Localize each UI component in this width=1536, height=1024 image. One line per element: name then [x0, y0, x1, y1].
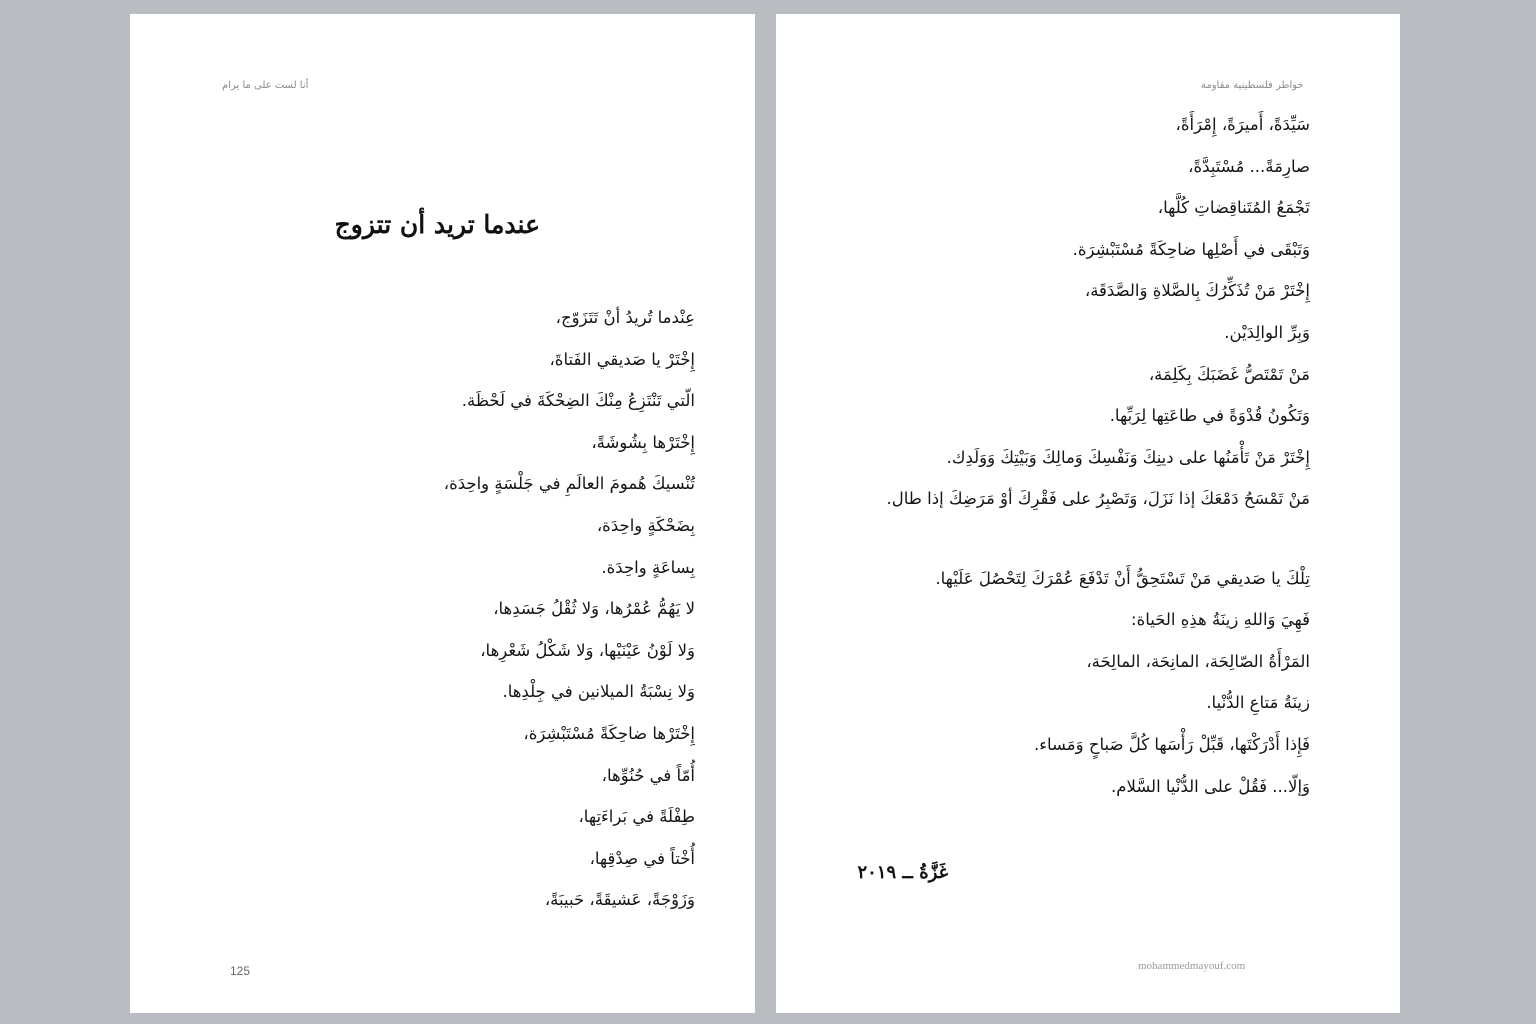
verse-line: وَتَكُونُ قُدْوَةً في طاعَتِها لِرَبِّها.: [1109, 406, 1310, 426]
verse-line: صارِمَةً... مُسْتَبِدَّةً،: [1188, 156, 1310, 176]
verse-line: طِفْلَةً في بَراءَتِها،: [578, 807, 695, 827]
page-number: 125: [230, 964, 251, 978]
verse-line: إِخْتَرْ مَنْ تَأْمَنُها على دينِكَ وَنَفْسِكَ وَمالِكَ وَبَيْتِكَ وَوَلَدِك.: [946, 447, 1310, 467]
verse-line: إِخْتَرْ مَنْ تُذَكِّرُكَ بِالصَّلاةِ وَالصَّدَقَة،: [1084, 281, 1310, 301]
verse-line: أُخْتاً في صِدْقِها،: [589, 848, 695, 868]
verse-line: تُنْسيكَ هُمومَ العالَمِ في جَلْسَةٍ واحِدَة،: [443, 474, 695, 494]
right-page: [776, 14, 1400, 1013]
verse-line: وَبِرِّ الوالِدَيْن.: [1224, 322, 1310, 342]
verse-line: لا يَهُمُّ عُمْرُها، وَلا ثُقْلُ جَسَدِها،: [493, 599, 695, 619]
verse-line: فَإِذا أَدْرَكْتَها، قَبِّلْ رَأْسَها كُلَّ صَباحٍ وَمَساء.: [1034, 734, 1310, 754]
verse-line: وَتَبْقَى في أَصْلِها ضاحِكَةً مُسْتَبْشِرَة.: [1072, 239, 1310, 259]
verse-line: إِخْتَرْها بِشُوشَةً،: [591, 432, 695, 452]
running-head: أنا لست على ما يرام: [222, 80, 309, 91]
verse-line: مَنْ تَمْتَصُّ غَضَبَكَ بِكَلِمَة،: [1148, 364, 1310, 384]
poem-lines: [816, 108, 1310, 811]
left-page: [130, 14, 755, 1013]
verse-line: أُمّاً في حُنُوِّها،: [601, 765, 695, 785]
verse-line: تَجْمَعُ المُتَناقِضاتِ كُلَّها،: [1157, 198, 1310, 218]
verse-line: فَهِيَ وَاللهِ زينَةُ هذِهِ الحَياة:: [1131, 610, 1310, 630]
verse-line: الّتي تَنْتَزِعُ مِنْكَ الضِحْكَةَ في لَحْظَة.: [461, 391, 695, 411]
verse-line: إِخْتَرْ يا صَديقي الفَتاةَ،: [549, 349, 695, 369]
verse-line: زينَةُ مَتاعِ الدُّنْيا.: [1206, 693, 1310, 713]
verse-line: وَإلّا... فَقُلْ على الدُّنْيا السَّلام.: [1111, 776, 1310, 796]
verse-line: المَرْأَةُ الصّالِحَة، المانِحَة، المالِحَة،: [1086, 651, 1310, 671]
verse-line: مَنْ تَمْسَحُ دَمْعَكَ إذا نَزَلَ، وَتَصْبِرُ على فَقْرِكَ أوْ مَرَضِكَ إذا طال.: [886, 489, 1310, 509]
poem-lines: [170, 301, 695, 925]
verse-line: بِضَحْكَةٍ واحِدَة،: [596, 515, 695, 535]
verse-line: عِنْدما تُريدُ أنْ تَتَزَوّج،: [555, 308, 695, 327]
verse-line: وَلا لَوْنُ عَيْنَيْها، وَلا شَكْلُ شَعْرِها،: [480, 640, 695, 660]
poem-title: عندما تريد أن تتزوج: [334, 210, 540, 239]
verse-line: وَلا نِسْبَةُ الميلانين في جِلْدِها.: [502, 682, 695, 702]
verse-line: وَزَوْجَةً، عَشيقَةً، حَبيبَةً،: [544, 890, 695, 910]
verse-line: سَيِّدَةً، أَميرَةً، إِمْرَأَةً،: [1175, 115, 1310, 134]
verse-line: تِلْكَ يا صَديقي مَنْ تَسْتَحِقُّ أَنْ تَدْفَعَ عُمْرَكَ لِتَحْصُلَ عَلَيْها.: [935, 568, 1310, 588]
verse-line: بِساعَةٍ واحِدَة.: [601, 557, 695, 577]
footer-url: mohammedmayouf.com: [1138, 960, 1246, 972]
place-date-signature: غَزَّةُ ــ ٢٠١٩: [857, 862, 948, 883]
running-head: خواطر فلسطينية مقاومة: [1201, 80, 1304, 91]
verse-line: إِخْتَرْها ضاحِكَةً مُسْتَبْشِرَة،: [523, 723, 695, 743]
